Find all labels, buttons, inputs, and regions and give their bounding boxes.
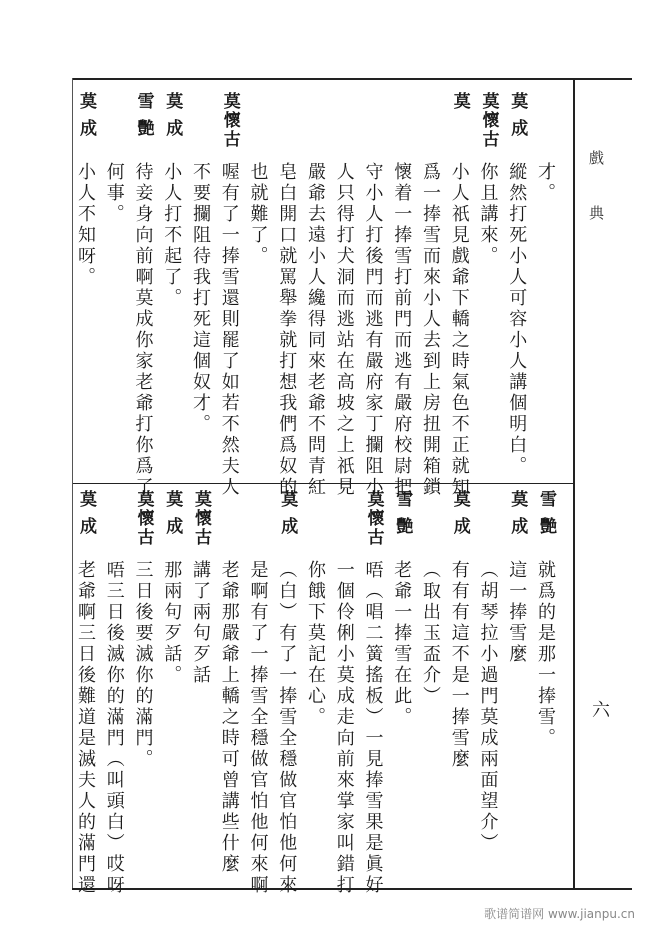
dialogue-line: 爲一捧雪而來小人去到上房扭開箱鎖: [420, 162, 441, 498]
dialogue-line: 講了兩句歹話: [190, 560, 211, 686]
dialogue-line: 皂白開口就罵舉拳就打想我們爲奴的: [276, 162, 298, 498]
dialogue-line: 小人不知呀。: [75, 162, 96, 288]
speaker-name: 雪艷: [536, 490, 556, 544]
dialogue-line: 小人打不起了。: [161, 162, 183, 309]
speaker-name: 雪艷: [133, 92, 154, 146]
dialogue-line: 有有有這不是一捧雪麼: [448, 560, 470, 770]
dialogue-line: 唔三日後滅你的滿門（叫頭白）哎呀: [103, 560, 125, 896]
dialogue-line: 這一捧雪麼: [506, 560, 528, 665]
dialogue-line: 也就難了。: [247, 162, 269, 267]
speaker-name: 莫成: [449, 490, 470, 544]
speaker-name: 莫懷古: [219, 92, 240, 149]
speaker-name: 莫成: [162, 490, 183, 544]
watermark: 歌谱简谱网 www.jianpu.cn: [484, 907, 635, 921]
speaker-name: 莫懷古: [133, 490, 154, 547]
dialogue-line: 縱然打死小人可容小人講個明白。: [506, 162, 528, 477]
dialogue-line: 老爺啊三日後難道是滅夫人的滿門還: [75, 560, 96, 896]
speaker-name: 莫成: [277, 490, 298, 544]
speaker-name: 莫成: [76, 92, 96, 146]
speaker-name: 莫成: [76, 490, 96, 544]
dialogue-line: 唔（唱二簧搖板）一見捧雪果是眞好: [362, 560, 384, 896]
dialogue-line: （取出玉盃介）: [420, 560, 441, 707]
dialogue-line: 不要攔阻待我打死這個奴才。: [190, 162, 211, 435]
dialogue-line: 三日後要滅你的滿門。: [132, 560, 154, 770]
dialogue-line: 喔有了一捧雪還則罷了如若不然夫人: [218, 162, 240, 498]
dialogue-line: 是啊有了一捧雪全穩做官怕他何來啊: [247, 560, 269, 896]
margin-title: 戲典: [587, 150, 605, 260]
dialogue-line: 懷着一捧雪打前門而逃有嚴府校尉把: [391, 162, 413, 498]
dialogue-line: 何事。: [103, 162, 125, 225]
speaker-name: 雪艷: [392, 490, 413, 544]
dialogue-line: 你餓下莫記在心。: [305, 560, 326, 728]
speaker-name: 莫懷古: [363, 490, 384, 547]
speaker-name: 莫成: [162, 92, 183, 146]
speaker-name: 莫懷古: [191, 490, 211, 547]
page-frame-left: [72, 78, 73, 888]
dialogue-line: 就爲的是那一捧雪。: [535, 560, 556, 749]
dialogue-line: 你且講來。: [477, 162, 499, 267]
speaker-name: 莫懷古: [478, 92, 499, 149]
dialogue-line: 人只得打犬洞而逃站在高坡之上祇見: [333, 162, 355, 498]
page-frame-right: [573, 78, 575, 888]
speaker-name: 莫成: [507, 92, 528, 146]
dialogue-line: （白）有了一捧雪全穩做官怕他何來: [276, 560, 298, 896]
page-frame-top: [72, 78, 632, 80]
dialogue-line: 嚴爺去遠小人纔得同來老爺不問青紅: [305, 162, 326, 498]
dialogue-line: （胡琴拉小過門莫成兩面望介）: [477, 560, 499, 854]
page-number: 六: [589, 700, 610, 718]
dialogue-line: 守小人打後門而逃有嚴府家丁攔阻小: [362, 162, 384, 498]
dialogue-line: 一個伶俐小莫成走向前來掌家叫錯打: [333, 560, 355, 896]
dialogue-line: 待妾身向前啊莫成你家老爺打你爲了: [132, 162, 154, 498]
dialogue-line: 老爺那嚴爺上轎之時可曾講些什麼: [218, 560, 240, 875]
dialogue-line: 老爺一捧雪在此。: [391, 560, 413, 728]
speaker-name: 莫成: [507, 490, 528, 544]
dialogue-line: 小人祇見戲爺下轎之時氣色不正就知: [448, 162, 470, 498]
speaker-name: 莫: [449, 92, 470, 119]
dialogue-line: 那兩句歹話。: [161, 560, 183, 686]
dialogue-line: 才。: [535, 162, 556, 204]
